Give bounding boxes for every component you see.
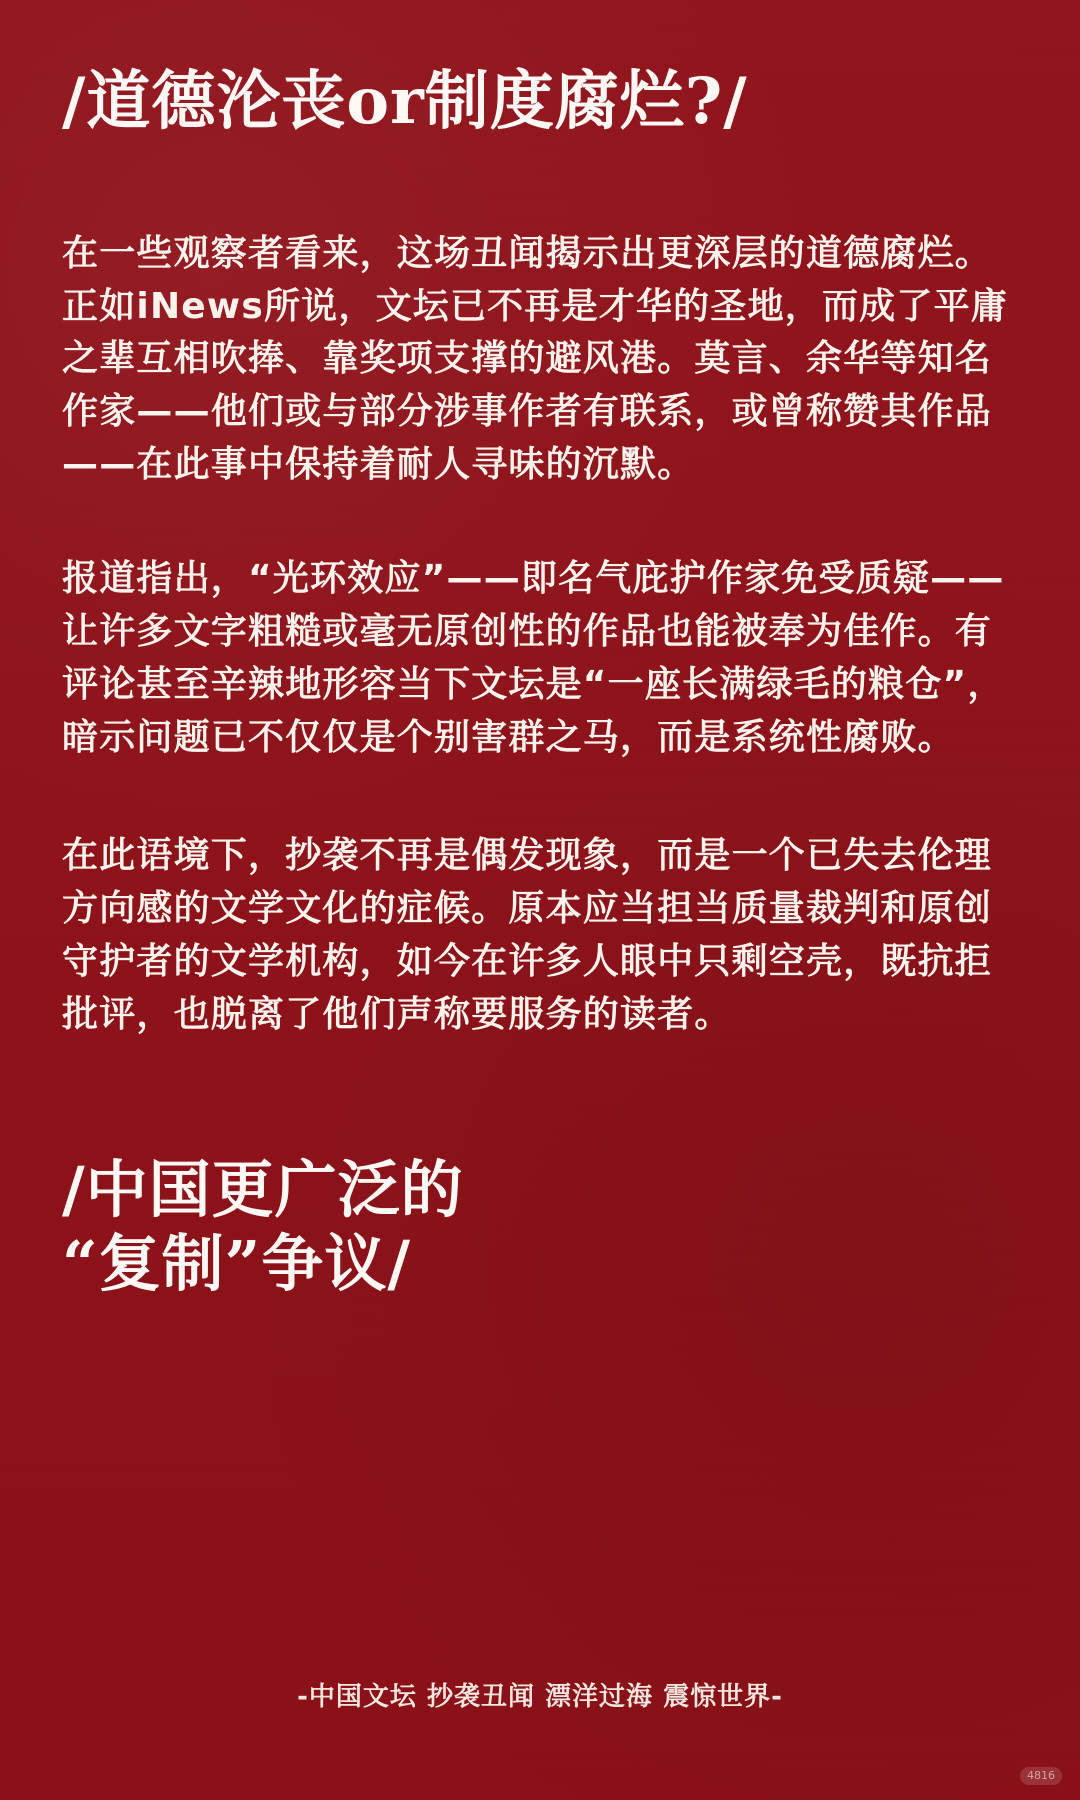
paragraph-3: 在此语境下，抄袭不再是偶发现象，而是一个已失去伦理方向感的文学文化的症候。原本应当担当质量裁判和原创守护者的文学机构，如今在许多人眼中只剩空壳，既抗拒批评，也脱离了他们声称要服务的读者。 (62, 834, 993, 1035)
paragraph-1: 在一些观察者看来，这场丑闻揭示出更深层的道德腐烂。正如iNews所说，文坛已不再是才华的圣地，而成了平庸之辈互相吹捧、靠奖项支撑的避风港。莫言、余华等知名作家——他们或与部分涉事作者有联系，或曾称赞其作品——在此事中保持着耐人寻味的沉默。 (62, 232, 1008, 486)
corner-watermark: 4816 (1020, 1767, 1062, 1785)
section-subtitle-line-1: /中国更广泛的 (62, 1153, 464, 1227)
page-title: /道德沦丧or制度腐烂?/ (62, 64, 748, 139)
footer-tagline: -中国文坛 抄袭丑闻 漂洋过海 震惊世界- (297, 1682, 783, 1712)
article-content (62, 66, 1020, 1300)
section-subtitle (62, 1153, 1020, 1299)
paragraph-2: 报道指出，“光环效应”——即名气庇护作家免受质疑——让许多文字粗糙或毫无原创性的作品也能被奉为佳作。有评论甚至辛辣地形容当下文坛是“一座长满绿毛的粮仓”，暗示问题已不仅仅是个别害群之马，而是系统性腐败。 (62, 558, 1005, 758)
section-subtitle-line-2: “复制”争议/ (62, 1226, 411, 1300)
